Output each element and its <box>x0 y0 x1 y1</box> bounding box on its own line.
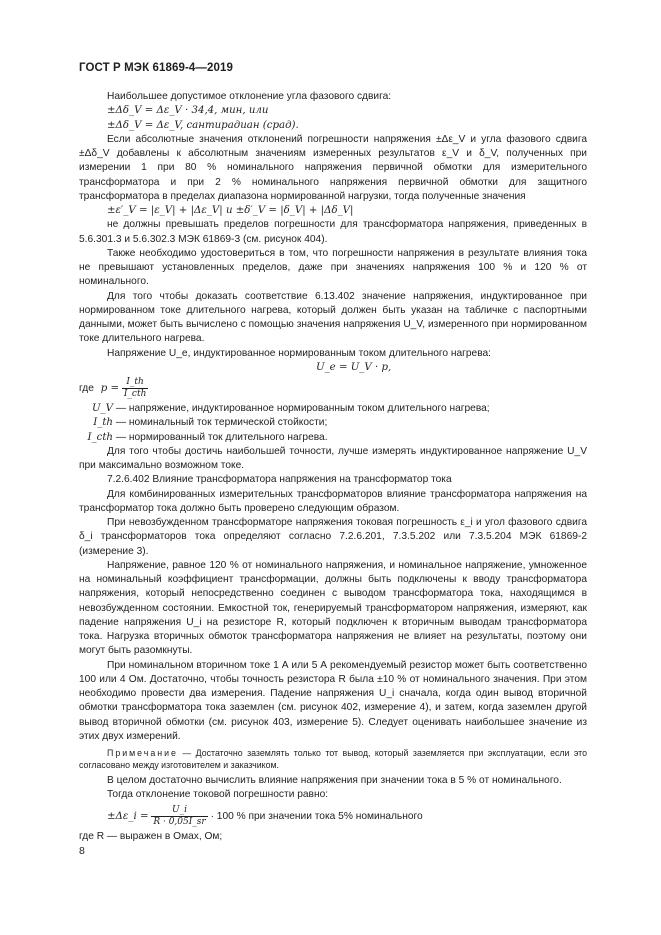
fraction-p <box>122 377 149 400</box>
paragraph-deviation-equals: Тогда отклонение токовой погрешности равно: <box>107 789 329 801</box>
section-heading-7-2-6-402: 7.2.6.402 Влияние трансформатора напряжения на трансформатор тока <box>107 474 452 486</box>
paragraph-combined-transformers: Для комбинированных измерительных трансформаторов влияние трансформатора напряжения на трансформатор тока должно быть проверено следующим образом. <box>79 488 587 514</box>
formula-current-error <box>79 805 587 828</box>
definition-uv-text: — напряжение, индуктированное нормированным током длительного нагрева; <box>115 403 490 414</box>
paragraph-where-r: где R — выражен в Омах, Ом; <box>79 830 223 842</box>
paragraph-absolute-values: Если абсолютные значения отклонений погрешности напряжения ±Δε_V и угла фазового сдвига ±Δδ_V добавлены к абсолютным значениям измеренных результатов ε_V и δ_V, полученных при измерении 1 при 80 % номинального напряжения первичной обмотки для измерительного трансформатора и при 2 % номинального напряжения первичной обмотки для защитного трансформатора в пределах диапазона нормированной нагрузки, тогда полученные значения <box>79 133 587 202</box>
formula-phase-minutes: ±Δδ_V = Δε_V · 34,4, мин, или <box>107 105 269 117</box>
note-label: Примечание <box>107 748 178 758</box>
fraction-current-error-numerator: U_i <box>151 805 207 817</box>
paragraph-unexcited: При невозбужденном трансформаторе напряжения токовая погрешность ε_i и угол фазового сдвига δ_i трансформаторов тока определяют согласно 7.2.6.201, 7.3.5.202 или 7.3.5.204 МЭК 61869-2 (измерение 3). <box>79 517 587 557</box>
p-variable: p = <box>100 383 120 395</box>
formula-ue: U_e = U_V · p, <box>316 361 392 373</box>
note <box>79 747 587 771</box>
paragraph-5-percent: В целом достаточно вычислить влияние напряжения при значении тока в 5 % от номинального. <box>107 775 562 786</box>
page-number: 8 <box>79 845 85 857</box>
definition-ith-text: — номинальный ток термической стойкости; <box>115 417 328 429</box>
paragraph-current-influence: Также необходимо удостовериться в том, что погрешности напряжения в результате влияния тока не превышают установленных пределов, даже при значениях напряжения 100 % и 120 % от номинального. <box>79 247 587 288</box>
document-header: ГОСТ Р МЭК 61869-4—2019 <box>79 62 233 74</box>
definition-uv-symbol: U_V <box>91 403 113 414</box>
fraction-p-denominator: I_cth <box>123 389 147 399</box>
formula-phase-crad: ±Δδ_V = Δε_V, сантирадиан (срад). <box>107 119 299 131</box>
paragraph-accuracy: Для того чтобы достичь наибольшей точности, лучше измерять индуктированное напряжение U_V при максимально возможном токе. <box>79 445 587 471</box>
definition-icth-symbol: I_cth <box>87 431 113 443</box>
paragraph-resistor: При номинальном вторичном токе 1 А или 5 А рекомендуемый резистор может быть соответственно 100 или 4 Ом. Достаточно, чтобы точность резистора R была ±10 % от номинального значения. При этом необходимо провести два измерения. Падение напряжения U_i сначала, когда один вывод вторичной обмотки трансформатора тока заземлен (см. рисунок 402, измерение 4), и затем, когда заземлен другой вывод вторичной обмотки (см. рисунок 403, измерение 5). Следует оценивать наибольшее значение из этих двух измерений. <box>79 659 587 742</box>
definition-ith <box>79 416 587 430</box>
paragraph-limits: не должны превышать пределов погрешности для трансформатора напряжения, приведенных в 5.6.301.3 и 5.6.302.3 МЭК 61869-3 (см. рисунок 404). <box>79 219 587 245</box>
where-formula-p <box>79 377 587 400</box>
formula-sum-errors: ±ε′_V = |ε_V| + |Δε_V| и ±δ′_V = |δ_V| + |Δδ_V| <box>107 205 354 216</box>
where-label: где <box>79 383 94 395</box>
note-text: — Достаточно заземлять только тот вывод, который заземляется при эксплуатации, если это согласовано между изготовителем и заказчиком. <box>79 748 587 770</box>
definition-icth-text: — нормированный ток длительного нагрева. <box>115 431 328 443</box>
paragraph-induced-voltage: Напряжение U_e, индуктированное нормированным током длительного нагрева: <box>107 347 492 359</box>
definition-ith-symbol: I_th <box>93 417 113 429</box>
paragraph-compliance: Для того чтобы доказать соответствие 6.13.402 значение напряжения, индуктированное при нормированном токе длительного нагрева, который должен быть указан на табличке с паспортными данными, может быть вычислено с помощью значения напряжения U_V, измеренного при нормированном токе длительного нагрева. <box>79 290 587 345</box>
formula-current-error-right: · 100 % при значении тока 5% номинального <box>210 810 423 822</box>
fraction-current-error <box>151 805 207 828</box>
definition-uv <box>79 402 587 416</box>
document-body <box>79 90 587 844</box>
definition-icth <box>79 431 587 445</box>
paragraph-phase-deviation: Наибольшее допустимое отклонение угла фазового сдвига: <box>107 91 392 102</box>
paragraph-120-percent: Напряжение, равное 120 % от номинального напряжения, и номинальное напряжение, умноженное на номинальный коэффициент трансформации, должны быть подключены к вводу трансформатора напряжения, который непосредственно соединен с выводом трансформатора тока, находящимся в невозбужденном состоянии. Емкостной ток, генерируемый трансформатором напряжения, измеряют, как падение напряжения U_i на резисторе R, который подключен к вторичным выводам трансформатора тока. Нагрузка вторичных обмоток трансформатора напряжения не влияет на результаты, поэтому они могут быть разомкнуты. <box>79 559 587 657</box>
fraction-current-error-denominator: R · 0,05I_sr <box>153 816 206 827</box>
fraction-p-numerator: I_th <box>122 377 149 389</box>
formula-current-error-left: ±Δε_i = <box>107 810 149 822</box>
